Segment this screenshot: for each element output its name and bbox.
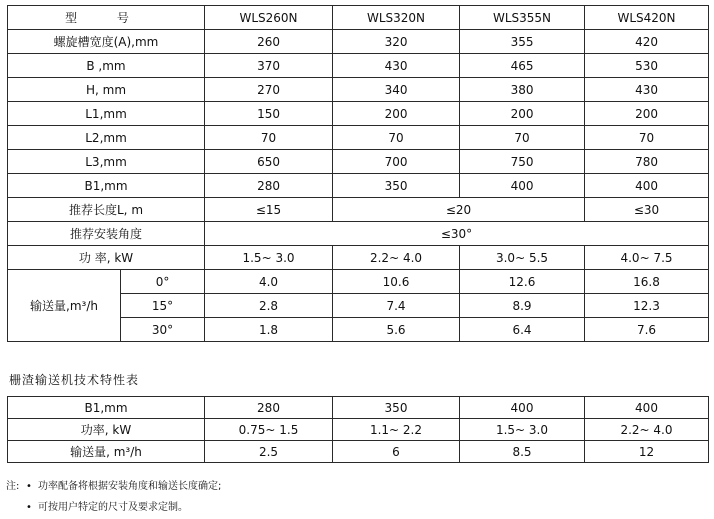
spec-row-l3: [8, 150, 709, 174]
table-cell: 70: [333, 126, 460, 150]
table-cell: 150: [205, 102, 333, 126]
table-cell: 370: [205, 54, 333, 78]
table-cell: 3.0~ 5.5: [460, 246, 585, 270]
table-cell: 420: [585, 30, 709, 54]
table-cell: 380: [460, 78, 585, 102]
header-model-cell: WLS260N: [205, 6, 333, 30]
table-cell: 16.8: [585, 270, 709, 294]
header-model-cell: WLS420N: [585, 6, 709, 30]
angle-cell: 30°: [121, 318, 205, 342]
spec-row-l1: [8, 102, 709, 126]
table-cell: 350: [333, 174, 460, 198]
table-cell: 320: [333, 30, 460, 54]
table-cell: 280: [205, 397, 333, 419]
note-line: [6, 476, 221, 497]
note-text: 功率配备将根据安装角度和输送长度确定;: [38, 481, 222, 492]
header-model-cell: WLS320N: [333, 6, 460, 30]
table-cell: 650: [205, 150, 333, 174]
conveyor-row-power: [8, 419, 709, 441]
table-cell: ≤30: [585, 198, 709, 222]
table-cell: 1.8: [205, 318, 333, 342]
table-cell: 200: [333, 102, 460, 126]
table-cell: 270: [205, 78, 333, 102]
angle-cell: 15°: [121, 294, 205, 318]
table-cell: 355: [460, 30, 585, 54]
header-model-cell: WLS355N: [460, 6, 585, 30]
table-cell: 200: [585, 102, 709, 126]
spec-row-b1: [8, 174, 709, 198]
table-cell: 700: [333, 150, 460, 174]
header-type-cell: [8, 6, 205, 30]
header-row: [8, 6, 709, 30]
row-label: 推荐长度L, m: [8, 198, 205, 222]
table-cell: 7.4: [333, 294, 460, 318]
bullet-icon: •: [26, 502, 32, 513]
table-cell: ≤30°: [205, 222, 709, 246]
row-label: L1,mm: [8, 102, 205, 126]
row-label: B1,mm: [8, 174, 205, 198]
table-cell: 6: [333, 441, 460, 463]
table-cell: 1.5~ 3.0: [460, 419, 585, 441]
table-cell: 1.5~ 3.0: [205, 246, 333, 270]
table-cell: ≤20: [333, 198, 585, 222]
table-cell: 12.6: [460, 270, 585, 294]
spec-row-install-angle: [8, 222, 709, 246]
row-label: L3,mm: [8, 150, 205, 174]
spec-row-b: [8, 54, 709, 78]
table-cell: 8.9: [460, 294, 585, 318]
spec-row-capacity-0: [8, 270, 709, 294]
section-title: 栅渣输送机技术特性表: [9, 373, 140, 387]
spec-row-width: [8, 30, 709, 54]
table-cell: 0.75~ 1.5: [205, 419, 333, 441]
table-cell: 2.2~ 4.0: [333, 246, 460, 270]
notes-prefix: 注:: [6, 481, 20, 492]
spec-row-h: [8, 78, 709, 102]
row-label: B ,mm: [8, 54, 205, 78]
table-cell: 530: [585, 54, 709, 78]
table-cell: 4.0: [205, 270, 333, 294]
table-cell: 2.8: [205, 294, 333, 318]
row-label: 螺旋槽宽度(A),mm: [8, 30, 205, 54]
table-cell: 1.1~ 2.2: [333, 419, 460, 441]
table-cell: ≤15: [205, 198, 333, 222]
table-cell: 400: [585, 397, 709, 419]
conveyor-row-capacity: [8, 441, 709, 463]
table-cell: 280: [205, 174, 333, 198]
row-label: B1,mm: [8, 397, 205, 419]
conveyor-row-b1: [8, 397, 709, 419]
table-cell: 70: [585, 126, 709, 150]
table-cell: 750: [460, 150, 585, 174]
conveyor-table: [7, 396, 709, 463]
table-cell: 70: [460, 126, 585, 150]
row-label: 功 率, kW: [8, 246, 205, 270]
table-cell: 430: [585, 78, 709, 102]
table-cell: 200: [460, 102, 585, 126]
table-cell: 12: [585, 441, 709, 463]
table-cell: 430: [333, 54, 460, 78]
table-cell: 400: [460, 174, 585, 198]
note-line: [6, 497, 221, 518]
notes: [6, 476, 221, 518]
row-label: L2,mm: [8, 126, 205, 150]
table-cell: 4.0~ 7.5: [585, 246, 709, 270]
table-cell: 6.4: [460, 318, 585, 342]
header-type-label: 型 号: [65, 10, 147, 25]
table-cell: 12.3: [585, 294, 709, 318]
spec-row-power: [8, 246, 709, 270]
note-text: 可按用户特定的尺寸及要求定制。: [38, 502, 188, 513]
table-cell: 5.6: [333, 318, 460, 342]
table-cell: 400: [460, 397, 585, 419]
table-cell: 2.5: [205, 441, 333, 463]
row-label: 输送量, m³/h: [8, 441, 205, 463]
table-cell: 260: [205, 30, 333, 54]
row-label: 推荐安装角度: [8, 222, 205, 246]
table-cell: 7.6: [585, 318, 709, 342]
table-cell: 2.2~ 4.0: [585, 419, 709, 441]
spec-row-recommended-length: [8, 198, 709, 222]
row-label: 功率, kW: [8, 419, 205, 441]
table-cell: 780: [585, 150, 709, 174]
spec-row-l2: [8, 126, 709, 150]
table-cell: 10.6: [333, 270, 460, 294]
table-cell: 350: [333, 397, 460, 419]
table-cell: 70: [205, 126, 333, 150]
table-cell: 340: [333, 78, 460, 102]
angle-cell: 0°: [121, 270, 205, 294]
row-label: 输送量,m³/h: [8, 270, 121, 342]
bullet-icon: •: [26, 481, 32, 492]
table-cell: 400: [585, 174, 709, 198]
table-cell: 8.5: [460, 441, 585, 463]
spec-table: [7, 5, 709, 342]
table-cell: 465: [460, 54, 585, 78]
row-label: H, mm: [8, 78, 205, 102]
